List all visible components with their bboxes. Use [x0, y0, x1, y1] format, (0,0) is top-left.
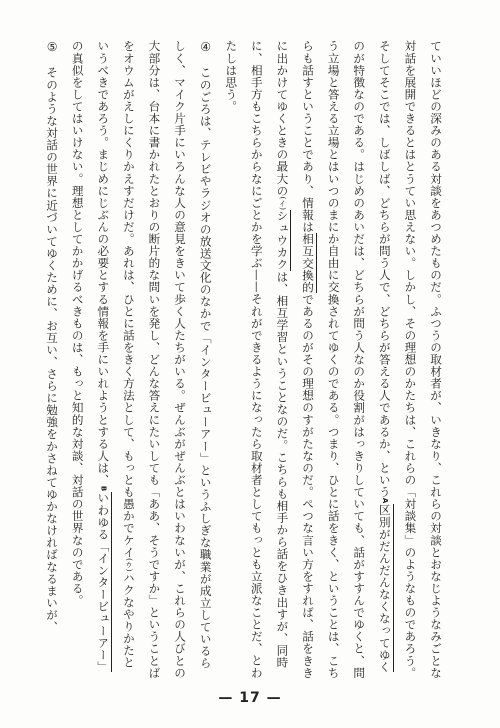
paragraph-text: は、相互学習ということなのだ。こちらも相手から話をひき出すが、同時に、相手方もこちらからなにごとかを学ぶ——それができるようになったら取材者としてもっとも立派なことだ、とわたしは思う。: [224, 40, 290, 679]
page-number: — 17 —: [218, 690, 282, 706]
paragraph-text: ハクなやりかたというべきであろう。まじめにじぶんの必要とする情報を手にいれようとする人は、: [96, 40, 136, 669]
paragraph-text: のが特徴なのである。はじめのあいだは、どちらが問う人なのか役割がはっきりしていても、話がすすんでゆくと、問う立場と答える立場とはいつのまにか自由に交換されてゆくのである。つまり、ひとに話をきく、ということは、こちらも話すということであり、情報は: [301, 40, 367, 679]
paragraph-text: そのような対話の世界に近づいてゆくために、お互い、さらに勉強をかさねてゆかなければなるまいが、: [45, 66, 60, 633]
underlined-text-shuukaku: シュウカク: [275, 210, 290, 271]
paragraph-text: の真似をしてはいけない。理想としてかかげるべきものは、もっと知的な対談、対話の世界なのである。: [70, 40, 85, 607]
ruby-note-u: (ウ): [124, 558, 133, 572]
paragraph-4: [64, 40, 218, 680]
paragraph-number: ④: [198, 40, 213, 55]
annotation-a-marked-text: 区別がだんだんなくなってゆく: [377, 503, 392, 673]
annotation-a-label: A: [380, 497, 389, 504]
vertical-text-body: [45, 40, 448, 680]
underlined-text-mutual-exchange: 相互交換的: [301, 232, 316, 294]
paragraph-text: であるのがその理想のすがたなのだ。ぺつな言い方をすれば、話をききに出かけてゆくときの最大の: [275, 40, 316, 679]
paragraph-text: ていいほどの深みのある対談をあつめたものだ。ふつうの取材者が、いきなり、これらの対談とおなじようなみごとな対話を展開できるとはとうてい思えない。しかし、その理想のかたちは、これらの「対談集」のようなものであろう。そしてそこでは、しばしば、どちらが問う人で、どちらが答える人であるか、という: [377, 40, 443, 679]
paragraph-number: ⑤: [45, 40, 60, 55]
paragraph-5: [39, 40, 65, 680]
paragraph-text: このごろは、テレビやラジオの放送文化のなかで「インタービューアー」というふしぎな職業が成立しているらしく、マイク片手にいろんな人の意見をきいて歩く人たちがいる。ぜんぶがぜんぶとはいわないが、これらの人びとの大部分は、台本に書かれたとおりの断片的な問いを発し、どんな答えにたいしても「ああ、そうですか」ということばをオウムがえしにくりかえすだけだ。あれは、ひとに話をきく方法として、もっとも愚かでケイ: [121, 40, 213, 679]
ruby-note-i: (イ): [278, 196, 287, 211]
annotation-b-marked-text: いわゆる「インタービューアー」: [96, 491, 111, 673]
annotation-b-label: B: [99, 485, 108, 492]
paragraph-1: [218, 40, 448, 680]
